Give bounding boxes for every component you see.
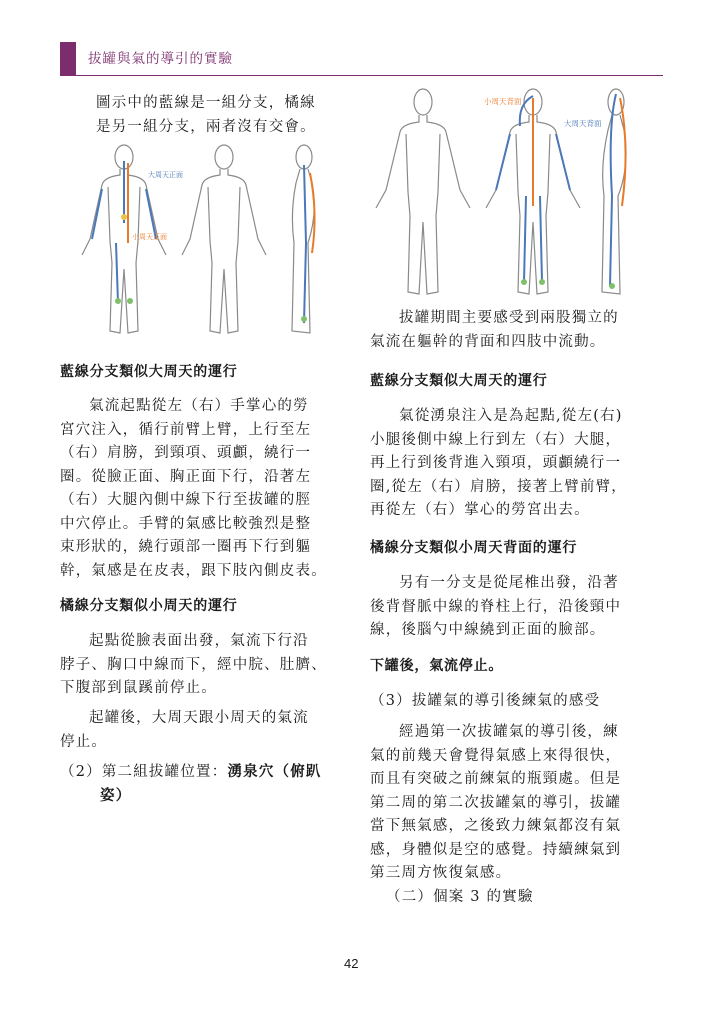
text-line: 線，後腦勺中線繞到正面的臉部。 — [370, 622, 606, 638]
paragraph-blue-branch-right — [370, 405, 655, 523]
text-line: 再從左（右）掌心的勞宮出去。 — [370, 502, 590, 518]
body-front — [376, 89, 470, 294]
label-front: 大周天正面 — [148, 172, 183, 179]
text-line: 經過第一次拔罐氣的導引後，練 — [399, 724, 619, 740]
text-line: 圖示中的藍線是一組分支，橘線 — [96, 95, 316, 111]
text-line: 小腿後側中線上行到左（右）大腿， — [370, 431, 622, 448]
running-header-title: 拔罐與氣的導引的實驗 — [88, 51, 233, 67]
paragraph-orange-branch-right — [370, 572, 655, 643]
text-line: 氣的前幾天會覺得氣感上來得很快， — [370, 747, 622, 764]
section-heading-blue: 藍線分支類似大周天的運行 — [60, 364, 238, 380]
section-heading-stop: 下罐後，氣流停止。 — [370, 658, 504, 674]
paragraph-after-cupping — [60, 707, 342, 754]
text-line: 氣從湧泉注入是為起點,從左(右) — [399, 408, 623, 424]
section-heading-orange-right: 橘線分支類似小周天背面的運行 — [370, 540, 578, 556]
text-line: 束形狀的，繞行頭部一圈再下行到軀 — [60, 539, 312, 555]
text-line: 而且有突破之前練氣的瓶頸處。但是 — [370, 771, 622, 787]
section-heading-orange: 橘線分支類似小周天的運行 — [60, 598, 238, 614]
header-divider — [60, 75, 663, 76]
text-line: 脖子、胸口中線而下，經中脘、肚臍、 — [60, 656, 327, 673]
item-emphasis-cont: 姿） — [100, 787, 132, 804]
intro-paragraph — [96, 92, 346, 139]
text-line: 後背督脈中線的脊柱上行，沿後頸中 — [370, 598, 622, 615]
text-line: 氣流在軀幹的背面和四肢中流動。 — [370, 333, 606, 350]
text-line: 中穴停止。手臂的氣感比較強烈是整 — [60, 515, 312, 532]
paragraph-practice-feeling — [370, 721, 655, 886]
text-line: 圈,從左（右）肩膀，接著上臂前臂， — [370, 478, 628, 495]
header-color-block — [60, 42, 76, 75]
meridian-figure-back — [368, 86, 648, 301]
figure-caption — [370, 307, 652, 354]
text-line: （右）肩膀，到頸項、頭顱，繞行一 — [60, 445, 312, 461]
meridian-figure-front — [68, 143, 338, 338]
text-line: 另有一分支是從尾椎出發，沿著 — [399, 575, 619, 591]
item-label: （2）第二組拔罐位置： — [60, 764, 228, 780]
text-line: 起罐後，大周天跟小周天的氣流 — [89, 710, 309, 726]
text-line: 停止。 — [60, 733, 108, 750]
text-line: （右）大腿內側中線下行至拔罐的脛 — [60, 492, 312, 508]
paragraph-orange-branch — [60, 630, 342, 701]
text-line: 感，身體似是空的感覺。持續練氣到 — [370, 841, 622, 858]
text-line: 拔罐期間主要感受到兩股獨立的 — [399, 310, 619, 326]
text-line: 氣流起點從左（右）手掌心的勞 — [89, 398, 309, 414]
text-line: 幹，氣感是在皮表，跟下肢內側皮表。 — [60, 562, 327, 579]
item-3-title: （3）拔罐氣的導引後練氣的感受 — [370, 693, 601, 709]
text-line: 第二周的第二次拔罐氣的導引，拔罐 — [370, 794, 622, 811]
page-number: 42 — [344, 956, 359, 971]
text-line: 再上行到後背進入頸項，頭顱繞行一 — [370, 455, 622, 471]
label-small: 小周天正面 — [132, 234, 167, 241]
label-back-big: 大周天背面 — [564, 119, 602, 128]
label-back-small: 小周天背面 — [484, 97, 522, 106]
text-line: 圈。從臉正面、胸正面下行，沿著左 — [60, 468, 312, 485]
item-emphasis: 湧泉穴（俯趴 — [227, 763, 322, 780]
text-line: 下腹部到鼠蹊前停止。 — [60, 680, 217, 696]
body-back — [182, 145, 266, 333]
section-heading-blue-right: 藍線分支類似大周天的運行 — [370, 373, 548, 389]
text-line: 宮穴注入，循行前臂上臂，上行至左 — [60, 421, 312, 438]
text-line: 是另一組分支，兩者沒有交會。 — [96, 118, 316, 135]
item-2-position — [60, 760, 350, 808]
text-line: 起點從臉表面出發，氣流下行沿 — [89, 633, 309, 649]
paragraph-blue-branch — [60, 395, 342, 583]
text-line: 第三周方恢復氣感。 — [370, 865, 512, 881]
text-line: 當下無氣感，之後致力練氣都沒有氣 — [370, 818, 622, 834]
body-side — [602, 89, 626, 294]
case-3-heading: （二）個案 3 的實驗 — [386, 889, 534, 905]
